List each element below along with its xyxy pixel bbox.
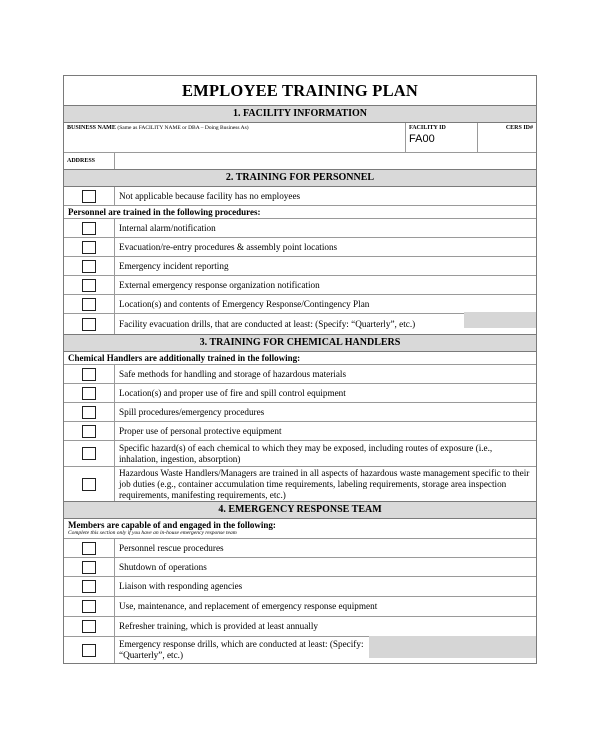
- list-item: [64, 441, 536, 467]
- training-plan-form: [63, 75, 537, 664]
- address-row: [64, 153, 536, 169]
- checkbox[interactable]: [82, 298, 96, 311]
- erd-frequency-field[interactable]: [369, 636, 536, 658]
- form-title: EMPLOYEE TRAINING PLAN: [181, 81, 419, 100]
- item-text: External emergency response organization notification: [119, 279, 320, 290]
- checkbox[interactable]: [82, 600, 96, 613]
- item-text: Evacuation/re-entry procedures & assembly point locations: [119, 241, 338, 252]
- business-name-label: BUSINESS NAME: [67, 125, 116, 131]
- list-item: [64, 467, 536, 501]
- list-item: [64, 597, 536, 617]
- list-item: [64, 577, 536, 597]
- item-text: Emergency incident reporting: [119, 260, 229, 271]
- checkbox[interactable]: [82, 260, 96, 273]
- section-2-heading: 2. TRAINING FOR PERSONNEL: [64, 169, 536, 187]
- section-3-subheading: Chemical Handlers are additionally trained in the following:: [64, 352, 536, 365]
- list-item: [64, 365, 536, 384]
- business-name-note: (Same as FACILITY NAME or DBA – Doing Business As): [117, 125, 249, 131]
- section-4-subheading: Members are capable of and engaged in the following:: [68, 520, 276, 530]
- list-item: [64, 422, 536, 441]
- checkbox[interactable]: [82, 580, 96, 593]
- section-1-heading: 1. FACILITY INFORMATION: [64, 105, 536, 123]
- section-4-subheading-block: [64, 519, 536, 539]
- section-4-note: Complete this section only if you have an in-house emergency response team: [68, 530, 237, 536]
- item-text: Location(s) and proper use of fire and spill control equipment: [119, 387, 346, 398]
- checkbox[interactable]: [82, 241, 96, 254]
- checkbox[interactable]: [82, 644, 96, 657]
- checkbox[interactable]: [82, 425, 96, 438]
- list-item: [64, 384, 536, 403]
- checkbox[interactable]: [82, 406, 96, 419]
- checkbox[interactable]: [82, 387, 96, 400]
- list-item: [64, 257, 536, 276]
- not-applicable-checkbox[interactable]: [82, 190, 96, 203]
- facility-id-value: FA00: [409, 133, 435, 145]
- not-applicable-row: [64, 187, 536, 206]
- business-name-field[interactable]: [64, 123, 406, 152]
- checkbox[interactable]: [82, 222, 96, 235]
- item-text: Hazardous Waste Handlers/Managers are trained in all aspects of hazardous waste management specific to their job duties (e.g., container accumulation time requirements, labeling requirements, storage area inspection requirements, manifesting requirements, etc.): [119, 467, 530, 500]
- item-text: Safe methods for handling and storage of hazardous materials: [119, 368, 347, 379]
- section-3-heading: 3. TRAINING FOR CHEMICAL HANDLERS: [64, 334, 536, 352]
- checkbox[interactable]: [82, 561, 96, 574]
- item-text: Liaison with responding agencies: [119, 581, 243, 591]
- item-text: Personnel rescue procedures: [119, 542, 224, 553]
- cers-id-label: CERS ID#: [505, 125, 533, 131]
- not-applicable-text: Not applicable because facility has no employees: [119, 190, 301, 201]
- item-text: Location(s) and contents of Emergency Response/Contingency Plan: [119, 298, 370, 309]
- item-text: Use, maintenance, and replacement of emergency response equipment: [119, 601, 378, 611]
- list-item: [64, 558, 536, 577]
- item-text: Emergency response drills, which are conducted at least: (Specify: “Quarterly”, etc.): [119, 639, 364, 660]
- item-text: Facility evacuation drills, that are conducted at least: (Specify: “Quarterly”, etc.): [119, 318, 416, 329]
- item-text: Spill procedures/emergency procedures: [119, 406, 265, 417]
- list-item: [64, 539, 536, 558]
- checkbox[interactable]: [82, 542, 96, 555]
- business-row: [64, 123, 536, 153]
- list-item: [64, 219, 536, 238]
- checkbox[interactable]: [82, 318, 96, 331]
- section-2-subheading: Personnel are trained in the following procedures:: [64, 206, 536, 219]
- list-item: [64, 276, 536, 295]
- checkbox[interactable]: [82, 620, 96, 633]
- section-3-list: [64, 365, 536, 501]
- facility-id-label: FACILITY ID: [409, 125, 446, 131]
- facility-id-field[interactable]: [406, 123, 478, 152]
- list-item: [64, 238, 536, 257]
- item-text: Specific hazard(s) of each chemical to which they may be exposed, including routes of exposure (i.e., inhalation, ingestion, absorption): [119, 442, 493, 464]
- address-label-cell: [64, 153, 115, 169]
- list-item: [64, 403, 536, 422]
- address-label: ADDRESS: [67, 158, 96, 164]
- cers-id-field[interactable]: [478, 123, 536, 152]
- item-text: Refresher training, which is provided at least annually: [119, 621, 319, 631]
- section-4-heading: 4. EMERGENCY RESPONSE TEAM: [64, 501, 536, 519]
- item-text: Proper use of personal protective equipment: [119, 425, 282, 436]
- checkbox[interactable]: [82, 368, 96, 381]
- item-text: Internal alarm/notification: [119, 222, 216, 233]
- item-text: Shutdown of operations: [119, 561, 207, 572]
- drill-frequency-field[interactable]: [464, 312, 536, 328]
- list-item: [64, 617, 536, 637]
- checkbox[interactable]: [82, 279, 96, 292]
- checkbox[interactable]: [82, 478, 96, 491]
- checkbox[interactable]: [82, 447, 96, 460]
- address-field[interactable]: [115, 153, 536, 169]
